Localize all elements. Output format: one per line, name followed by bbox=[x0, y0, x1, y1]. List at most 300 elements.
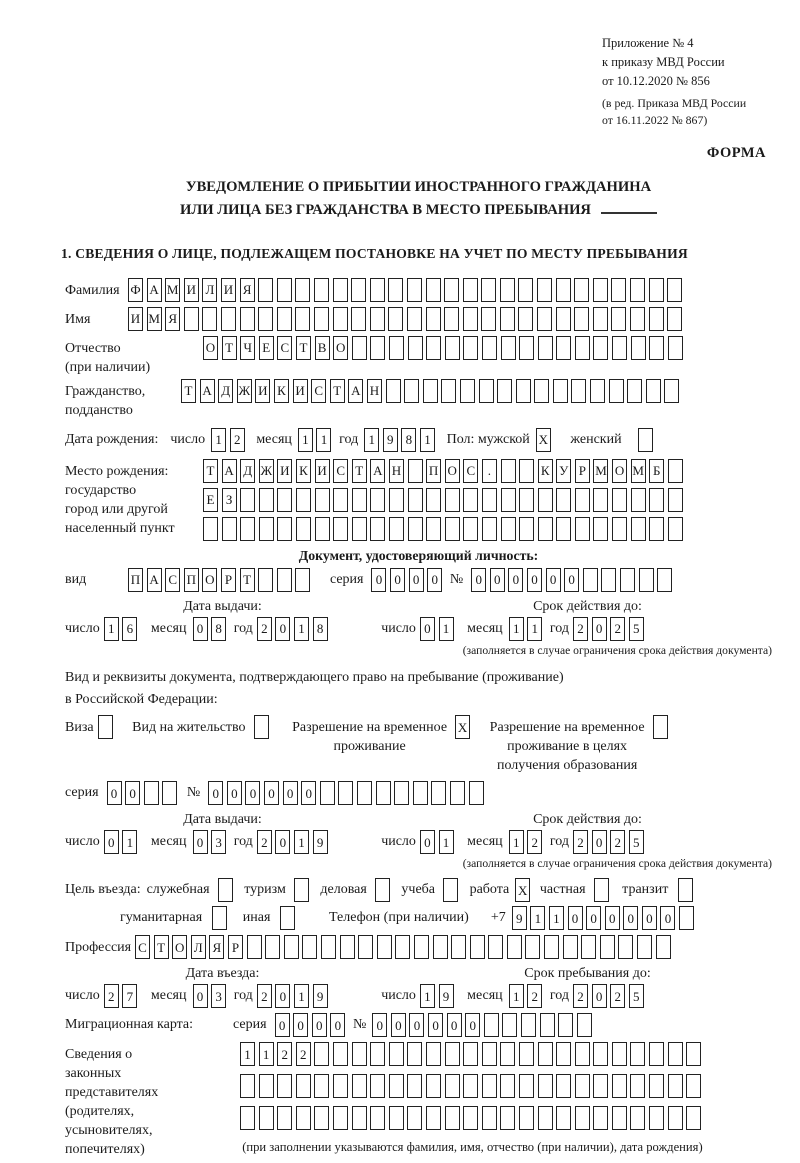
char-cell[interactable]: 0 bbox=[193, 830, 208, 854]
char-cell[interactable] bbox=[218, 878, 233, 902]
char-cell[interactable]: 0 bbox=[283, 781, 298, 805]
char-cell[interactable]: 8 bbox=[313, 617, 328, 641]
char-cell[interactable] bbox=[612, 336, 627, 360]
char-cell[interactable]: 0 bbox=[330, 1013, 345, 1037]
char-cell[interactable]: . bbox=[482, 459, 497, 483]
char-cell[interactable] bbox=[479, 379, 494, 403]
char-cell[interactable]: А bbox=[370, 459, 385, 483]
char-cell[interactable] bbox=[575, 1042, 590, 1066]
char-cell[interactable] bbox=[631, 336, 646, 360]
char-cell[interactable] bbox=[258, 307, 273, 331]
char-cell[interactable] bbox=[296, 488, 311, 512]
char-cell[interactable] bbox=[314, 1074, 329, 1098]
char-cell[interactable]: М bbox=[631, 459, 646, 483]
doc-issue-year-cells[interactable] bbox=[257, 617, 331, 641]
purpose-private-checkbox[interactable] bbox=[594, 878, 613, 902]
char-cell[interactable] bbox=[668, 336, 683, 360]
char-cell[interactable] bbox=[500, 1074, 515, 1098]
char-cell[interactable] bbox=[240, 1106, 255, 1130]
birth-year-cells[interactable] bbox=[364, 428, 438, 452]
char-cell[interactable] bbox=[294, 878, 309, 902]
char-cell[interactable] bbox=[451, 935, 466, 959]
char-cell[interactable] bbox=[502, 1013, 517, 1037]
char-cell[interactable]: 0 bbox=[447, 1013, 462, 1037]
char-cell[interactable] bbox=[314, 1042, 329, 1066]
char-cell[interactable]: М bbox=[165, 278, 180, 302]
char-cell[interactable] bbox=[445, 1106, 460, 1130]
char-cell[interactable] bbox=[265, 935, 280, 959]
char-cell[interactable]: 1 bbox=[420, 984, 435, 1008]
char-cell[interactable] bbox=[370, 307, 385, 331]
char-cell[interactable] bbox=[668, 1042, 683, 1066]
char-cell[interactable] bbox=[575, 336, 590, 360]
char-cell[interactable]: К bbox=[274, 379, 289, 403]
char-cell[interactable] bbox=[656, 935, 671, 959]
char-cell[interactable] bbox=[600, 935, 615, 959]
char-cell[interactable]: Я bbox=[240, 278, 255, 302]
char-cell[interactable] bbox=[408, 517, 423, 541]
char-cell[interactable]: 0 bbox=[245, 781, 260, 805]
char-cell[interactable]: 9 bbox=[512, 906, 527, 930]
permit-valid-day-cells[interactable] bbox=[420, 830, 457, 854]
char-cell[interactable]: 1 bbox=[439, 830, 454, 854]
char-cell[interactable] bbox=[433, 935, 448, 959]
char-cell[interactable]: 2 bbox=[257, 984, 272, 1008]
char-cell[interactable] bbox=[594, 878, 609, 902]
char-cell[interactable] bbox=[98, 715, 113, 739]
char-cell[interactable] bbox=[556, 1042, 571, 1066]
representatives-cells-row2[interactable] bbox=[240, 1074, 705, 1098]
char-cell[interactable] bbox=[395, 935, 410, 959]
char-cell[interactable]: 1 bbox=[294, 617, 309, 641]
char-cell[interactable]: С bbox=[463, 459, 478, 483]
char-cell[interactable]: Т bbox=[203, 459, 218, 483]
char-cell[interactable]: 0 bbox=[586, 906, 601, 930]
char-cell[interactable] bbox=[639, 568, 654, 592]
char-cell[interactable] bbox=[202, 307, 217, 331]
char-cell[interactable]: Ф bbox=[128, 278, 143, 302]
char-cell[interactable] bbox=[664, 379, 679, 403]
char-cell[interactable] bbox=[593, 336, 608, 360]
male-checkbox[interactable] bbox=[536, 428, 555, 452]
char-cell[interactable] bbox=[162, 781, 177, 805]
char-cell[interactable] bbox=[302, 935, 317, 959]
char-cell[interactable] bbox=[519, 336, 534, 360]
char-cell[interactable]: 0 bbox=[391, 1013, 406, 1037]
birth-place-cells-row2[interactable] bbox=[203, 488, 686, 512]
char-cell[interactable] bbox=[370, 1106, 385, 1130]
doc-type-cells[interactable] bbox=[128, 568, 314, 592]
char-cell[interactable] bbox=[630, 1074, 645, 1098]
char-cell[interactable] bbox=[333, 1106, 348, 1130]
char-cell[interactable]: 0 bbox=[208, 781, 223, 805]
entry-year-cells[interactable] bbox=[257, 984, 331, 1008]
purpose-business-checkbox[interactable] bbox=[375, 878, 394, 902]
char-cell[interactable]: 0 bbox=[107, 781, 122, 805]
char-cell[interactable]: 0 bbox=[592, 984, 607, 1008]
char-cell[interactable]: О bbox=[202, 568, 217, 592]
purpose-study-checkbox[interactable] bbox=[443, 878, 462, 902]
char-cell[interactable]: 0 bbox=[605, 906, 620, 930]
char-cell[interactable] bbox=[630, 278, 645, 302]
char-cell[interactable]: Л bbox=[202, 278, 217, 302]
char-cell[interactable]: 2 bbox=[296, 1042, 311, 1066]
char-cell[interactable] bbox=[144, 781, 159, 805]
char-cell[interactable] bbox=[612, 1106, 627, 1130]
char-cell[interactable]: О bbox=[445, 459, 460, 483]
char-cell[interactable]: О bbox=[203, 336, 218, 360]
char-cell[interactable]: 5 bbox=[629, 984, 644, 1008]
char-cell[interactable] bbox=[668, 1106, 683, 1130]
char-cell[interactable] bbox=[408, 336, 423, 360]
char-cell[interactable] bbox=[611, 278, 626, 302]
char-cell[interactable] bbox=[444, 278, 459, 302]
char-cell[interactable]: С bbox=[135, 935, 150, 959]
char-cell[interactable] bbox=[389, 1074, 404, 1098]
char-cell[interactable] bbox=[481, 307, 496, 331]
entry-day-cells[interactable] bbox=[104, 984, 141, 1008]
char-cell[interactable] bbox=[469, 781, 484, 805]
char-cell[interactable] bbox=[601, 568, 616, 592]
char-cell[interactable] bbox=[534, 379, 549, 403]
char-cell[interactable]: 0 bbox=[592, 830, 607, 854]
char-cell[interactable]: 2 bbox=[573, 830, 588, 854]
char-cell[interactable] bbox=[431, 781, 446, 805]
char-cell[interactable] bbox=[500, 1106, 515, 1130]
char-cell[interactable] bbox=[482, 1074, 497, 1098]
char-cell[interactable]: О bbox=[612, 459, 627, 483]
char-cell[interactable] bbox=[280, 906, 295, 930]
char-cell[interactable] bbox=[612, 517, 627, 541]
char-cell[interactable] bbox=[686, 1042, 701, 1066]
char-cell[interactable] bbox=[501, 488, 516, 512]
char-cell[interactable] bbox=[358, 935, 373, 959]
char-cell[interactable]: Р bbox=[221, 568, 236, 592]
char-cell[interactable] bbox=[320, 781, 335, 805]
char-cell[interactable]: 0 bbox=[409, 568, 424, 592]
char-cell[interactable]: 0 bbox=[642, 906, 657, 930]
char-cell[interactable] bbox=[340, 935, 355, 959]
char-cell[interactable] bbox=[370, 517, 385, 541]
char-cell[interactable] bbox=[184, 307, 199, 331]
char-cell[interactable] bbox=[612, 488, 627, 512]
char-cell[interactable]: Т bbox=[330, 379, 345, 403]
char-cell[interactable] bbox=[590, 379, 605, 403]
char-cell[interactable] bbox=[426, 307, 441, 331]
char-cell[interactable] bbox=[463, 307, 478, 331]
char-cell[interactable]: 0 bbox=[193, 617, 208, 641]
char-cell[interactable]: 0 bbox=[508, 568, 523, 592]
char-cell[interactable] bbox=[627, 379, 642, 403]
purpose-official-checkbox[interactable] bbox=[218, 878, 237, 902]
char-cell[interactable]: Т bbox=[181, 379, 196, 403]
char-cell[interactable] bbox=[553, 379, 568, 403]
char-cell[interactable] bbox=[538, 517, 553, 541]
char-cell[interactable] bbox=[500, 278, 515, 302]
char-cell[interactable] bbox=[338, 781, 353, 805]
char-cell[interactable] bbox=[426, 1042, 441, 1066]
char-cell[interactable] bbox=[370, 278, 385, 302]
char-cell[interactable] bbox=[389, 1042, 404, 1066]
char-cell[interactable] bbox=[593, 1074, 608, 1098]
char-cell[interactable] bbox=[352, 1106, 367, 1130]
char-cell[interactable] bbox=[482, 1106, 497, 1130]
char-cell[interactable]: 0 bbox=[420, 617, 435, 641]
char-cell[interactable]: 1 bbox=[298, 428, 313, 452]
char-cell[interactable]: 0 bbox=[125, 781, 140, 805]
char-cell[interactable] bbox=[519, 517, 534, 541]
permit-valid-month-cells[interactable] bbox=[509, 830, 546, 854]
char-cell[interactable]: И bbox=[221, 278, 236, 302]
char-cell[interactable] bbox=[389, 336, 404, 360]
temp-edu-permit-checkbox[interactable] bbox=[653, 715, 672, 739]
char-cell[interactable] bbox=[426, 336, 441, 360]
stay-day-cells[interactable] bbox=[420, 984, 457, 1008]
char-cell[interactable]: С bbox=[311, 379, 326, 403]
birth-day-cells[interactable] bbox=[211, 428, 248, 452]
purpose-other-checkbox[interactable] bbox=[280, 906, 299, 930]
birth-month-cells[interactable] bbox=[298, 428, 335, 452]
char-cell[interactable] bbox=[482, 336, 497, 360]
char-cell[interactable] bbox=[501, 517, 516, 541]
char-cell[interactable] bbox=[375, 878, 390, 902]
char-cell[interactable] bbox=[481, 278, 496, 302]
char-cell[interactable]: 1 bbox=[211, 428, 226, 452]
char-cell[interactable]: X bbox=[515, 878, 530, 902]
char-cell[interactable]: 0 bbox=[490, 568, 505, 592]
char-cell[interactable]: 9 bbox=[383, 428, 398, 452]
char-cell[interactable]: 0 bbox=[293, 1013, 308, 1037]
doc-number-cells[interactable] bbox=[471, 568, 676, 592]
char-cell[interactable] bbox=[538, 1106, 553, 1130]
char-cell[interactable] bbox=[631, 517, 646, 541]
char-cell[interactable]: Б bbox=[649, 459, 664, 483]
char-cell[interactable]: 0 bbox=[312, 1013, 327, 1037]
char-cell[interactable] bbox=[460, 379, 475, 403]
char-cell[interactable]: 2 bbox=[527, 830, 542, 854]
char-cell[interactable]: 7 bbox=[122, 984, 137, 1008]
char-cell[interactable]: З bbox=[222, 488, 237, 512]
char-cell[interactable] bbox=[556, 278, 571, 302]
char-cell[interactable] bbox=[631, 488, 646, 512]
char-cell[interactable] bbox=[540, 1013, 555, 1037]
char-cell[interactable] bbox=[593, 488, 608, 512]
char-cell[interactable]: 1 bbox=[509, 984, 524, 1008]
char-cell[interactable] bbox=[445, 1074, 460, 1098]
char-cell[interactable] bbox=[259, 517, 274, 541]
char-cell[interactable] bbox=[618, 935, 633, 959]
char-cell[interactable] bbox=[519, 488, 534, 512]
temp-permit-checkbox[interactable] bbox=[455, 715, 474, 739]
char-cell[interactable]: П bbox=[426, 459, 441, 483]
char-cell[interactable] bbox=[351, 278, 366, 302]
char-cell[interactable] bbox=[519, 1074, 534, 1098]
char-cell[interactable] bbox=[441, 379, 456, 403]
char-cell[interactable]: О bbox=[333, 336, 348, 360]
migration-card-series-cells[interactable] bbox=[275, 1013, 349, 1037]
char-cell[interactable] bbox=[556, 1074, 571, 1098]
char-cell[interactable] bbox=[277, 1106, 292, 1130]
char-cell[interactable] bbox=[488, 935, 503, 959]
char-cell[interactable] bbox=[240, 517, 255, 541]
char-cell[interactable] bbox=[445, 336, 460, 360]
stay-month-cells[interactable] bbox=[509, 984, 546, 1008]
char-cell[interactable]: 2 bbox=[257, 830, 272, 854]
char-cell[interactable]: 1 bbox=[509, 830, 524, 854]
char-cell[interactable]: 1 bbox=[316, 428, 331, 452]
char-cell[interactable]: 1 bbox=[122, 830, 137, 854]
char-cell[interactable] bbox=[221, 307, 236, 331]
char-cell[interactable] bbox=[630, 307, 645, 331]
char-cell[interactable] bbox=[352, 488, 367, 512]
char-cell[interactable] bbox=[501, 336, 516, 360]
char-cell[interactable] bbox=[426, 517, 441, 541]
char-cell[interactable] bbox=[277, 568, 292, 592]
char-cell[interactable] bbox=[501, 459, 516, 483]
char-cell[interactable] bbox=[593, 1042, 608, 1066]
char-cell[interactable]: 0 bbox=[568, 906, 583, 930]
char-cell[interactable] bbox=[314, 307, 329, 331]
char-cell[interactable] bbox=[679, 906, 694, 930]
char-cell[interactable]: А bbox=[222, 459, 237, 483]
char-cell[interactable] bbox=[649, 1042, 664, 1066]
char-cell[interactable]: 0 bbox=[420, 830, 435, 854]
char-cell[interactable]: Т bbox=[154, 935, 169, 959]
char-cell[interactable] bbox=[222, 517, 237, 541]
char-cell[interactable]: 2 bbox=[527, 984, 542, 1008]
representatives-cells-row3[interactable] bbox=[240, 1106, 705, 1130]
char-cell[interactable]: 1 bbox=[527, 617, 542, 641]
char-cell[interactable]: Т bbox=[352, 459, 367, 483]
char-cell[interactable] bbox=[315, 517, 330, 541]
char-cell[interactable] bbox=[637, 935, 652, 959]
char-cell[interactable] bbox=[407, 307, 422, 331]
char-cell[interactable]: 8 bbox=[211, 617, 226, 641]
char-cell[interactable]: 2 bbox=[277, 1042, 292, 1066]
char-cell[interactable]: 0 bbox=[301, 781, 316, 805]
char-cell[interactable] bbox=[646, 379, 661, 403]
char-cell[interactable]: 0 bbox=[275, 984, 290, 1008]
char-cell[interactable] bbox=[352, 1042, 367, 1066]
surname-cells[interactable] bbox=[128, 278, 686, 302]
char-cell[interactable] bbox=[445, 488, 460, 512]
char-cell[interactable]: 0 bbox=[193, 984, 208, 1008]
char-cell[interactable] bbox=[295, 568, 310, 592]
char-cell[interactable]: 2 bbox=[610, 617, 625, 641]
char-cell[interactable] bbox=[463, 336, 478, 360]
char-cell[interactable] bbox=[482, 1042, 497, 1066]
char-cell[interactable] bbox=[352, 1074, 367, 1098]
char-cell[interactable] bbox=[203, 517, 218, 541]
char-cell[interactable] bbox=[519, 1106, 534, 1130]
char-cell[interactable]: X bbox=[536, 428, 551, 452]
char-cell[interactable]: 0 bbox=[623, 906, 638, 930]
char-cell[interactable] bbox=[482, 517, 497, 541]
char-cell[interactable]: 9 bbox=[313, 984, 328, 1008]
char-cell[interactable]: 2 bbox=[610, 984, 625, 1008]
char-cell[interactable] bbox=[638, 428, 653, 452]
char-cell[interactable] bbox=[521, 1013, 536, 1037]
char-cell[interactable] bbox=[649, 517, 664, 541]
char-cell[interactable] bbox=[212, 906, 227, 930]
char-cell[interactable]: X bbox=[455, 715, 470, 739]
char-cell[interactable] bbox=[538, 488, 553, 512]
doc-valid-day-cells[interactable] bbox=[420, 617, 457, 641]
purpose-tourism-checkbox[interactable] bbox=[294, 878, 313, 902]
char-cell[interactable]: 1 bbox=[439, 617, 454, 641]
char-cell[interactable] bbox=[333, 488, 348, 512]
char-cell[interactable]: Я bbox=[209, 935, 224, 959]
char-cell[interactable]: 1 bbox=[364, 428, 379, 452]
char-cell[interactable] bbox=[497, 379, 512, 403]
char-cell[interactable] bbox=[482, 488, 497, 512]
char-cell[interactable]: 0 bbox=[264, 781, 279, 805]
char-cell[interactable] bbox=[519, 1042, 534, 1066]
char-cell[interactable] bbox=[426, 1074, 441, 1098]
char-cell[interactable] bbox=[333, 1042, 348, 1066]
doc-valid-year-cells[interactable] bbox=[573, 617, 647, 641]
char-cell[interactable] bbox=[575, 488, 590, 512]
char-cell[interactable] bbox=[408, 488, 423, 512]
char-cell[interactable]: А bbox=[147, 278, 162, 302]
char-cell[interactable] bbox=[284, 935, 299, 959]
char-cell[interactable] bbox=[463, 1074, 478, 1098]
char-cell[interactable] bbox=[277, 517, 292, 541]
char-cell[interactable] bbox=[558, 1013, 573, 1037]
char-cell[interactable] bbox=[314, 278, 329, 302]
char-cell[interactable] bbox=[386, 379, 401, 403]
representatives-cells-row1[interactable] bbox=[240, 1042, 705, 1066]
char-cell[interactable]: И bbox=[128, 307, 143, 331]
char-cell[interactable]: 0 bbox=[390, 568, 405, 592]
char-cell[interactable]: 0 bbox=[527, 568, 542, 592]
char-cell[interactable] bbox=[507, 935, 522, 959]
char-cell[interactable]: 1 bbox=[420, 428, 435, 452]
char-cell[interactable] bbox=[413, 781, 428, 805]
char-cell[interactable] bbox=[653, 715, 668, 739]
char-cell[interactable]: 0 bbox=[275, 830, 290, 854]
char-cell[interactable] bbox=[609, 379, 624, 403]
char-cell[interactable] bbox=[518, 307, 533, 331]
char-cell[interactable] bbox=[583, 568, 598, 592]
char-cell[interactable]: Е bbox=[203, 488, 218, 512]
char-cell[interactable] bbox=[296, 517, 311, 541]
char-cell[interactable] bbox=[351, 307, 366, 331]
char-cell[interactable] bbox=[581, 935, 596, 959]
char-cell[interactable] bbox=[443, 878, 458, 902]
char-cell[interactable]: М bbox=[147, 307, 162, 331]
char-cell[interactable] bbox=[259, 1074, 274, 1098]
char-cell[interactable]: 0 bbox=[227, 781, 242, 805]
char-cell[interactable]: И bbox=[277, 459, 292, 483]
char-cell[interactable]: Р bbox=[575, 459, 590, 483]
char-cell[interactable]: М bbox=[593, 459, 608, 483]
char-cell[interactable] bbox=[370, 1042, 385, 1066]
char-cell[interactable]: 0 bbox=[592, 617, 607, 641]
char-cell[interactable] bbox=[620, 568, 635, 592]
char-cell[interactable]: 0 bbox=[371, 568, 386, 592]
char-cell[interactable]: Ч bbox=[240, 336, 255, 360]
char-cell[interactable] bbox=[277, 1074, 292, 1098]
char-cell[interactable] bbox=[296, 1106, 311, 1130]
char-cell[interactable] bbox=[668, 517, 683, 541]
char-cell[interactable] bbox=[445, 1042, 460, 1066]
doc-issue-month-cells[interactable] bbox=[193, 617, 230, 641]
char-cell[interactable]: 1 bbox=[259, 1042, 274, 1066]
char-cell[interactable] bbox=[630, 1106, 645, 1130]
char-cell[interactable] bbox=[394, 781, 409, 805]
char-cell[interactable]: В bbox=[315, 336, 330, 360]
